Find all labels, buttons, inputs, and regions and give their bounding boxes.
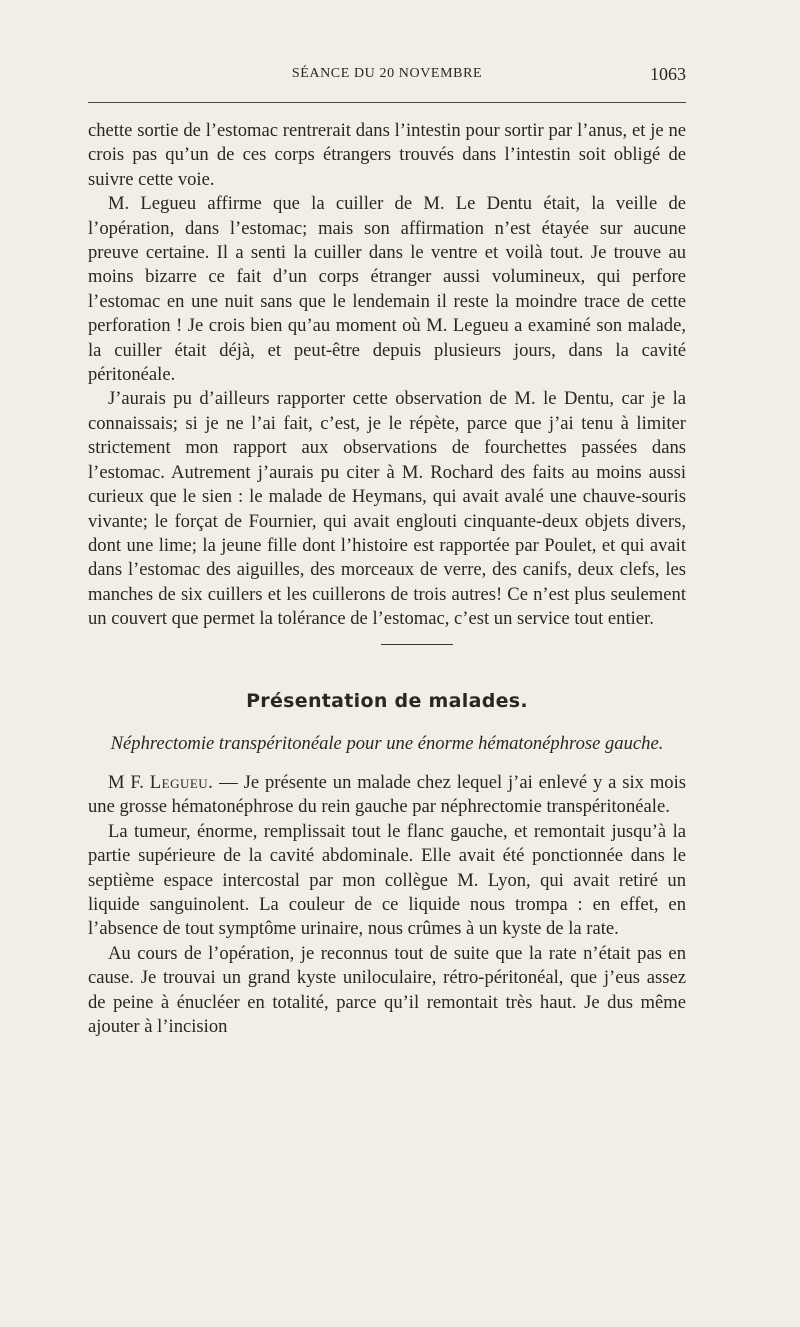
section-heading: Présentation de malades. bbox=[246, 689, 528, 712]
page-header bbox=[88, 64, 686, 86]
running-head: SÉANCE DU 20 NOVEMBRE bbox=[291, 66, 483, 81]
section-subtitle: Néphrectomie transpéritonéale pour une énorme hématonéphrose gauche. bbox=[110, 732, 664, 754]
speaker-prefix: M F. bbox=[108, 771, 150, 793]
paragraph: La tumeur, énorme, remplissait tout le flanc gauche, et remontait jusqu’à la partie supérieure de la cavité abdominale. Elle avait été ponctionnée dans le septième espace intercostal par mon collègue M. Lyon, qui avait retiré un liquide sanguinolent. La couleur de ce liquide nous trompa : en effet, en l’absence de tout symptôme urinaire, nous crûmes à un kyste de la rate. bbox=[88, 820, 686, 940]
body-text bbox=[88, 119, 686, 1039]
paragraph: chette sortie de l’estomac rentrerait dans l’intestin pour sortir par l’anus, et je ne crois pas qu’un de ces corps étrangers trouvés dans l’intestin soit obligé de suivre cette voie. bbox=[88, 120, 686, 190]
page-number: 1063 bbox=[650, 64, 686, 84]
speaker-paragraph bbox=[88, 771, 686, 820]
paragraph: M. Legueu affirme que la cuiller de M. Le Dentu était, la veille de l’opération, dans l’estomac; mais son affirmation n’est étayée sur aucune preuve certaine. Il a senti la cuiller dans le ventre et voilà tout. Je trouve au moins bizarre ce fait d’un corps étranger aussi volumineux, qui perfore l’estomac en une nuit sans que le lendemain il reste la moindre trace de cette perforation ! Je crois bien qu’au moment où M. Legueu a examiné son malade, la cuiller était déjà, et peut-être depuis plusieurs jours, dans la cavité péritonéale. bbox=[88, 193, 686, 386]
paragraph: J’aurais pu d’ailleurs rapporter cette observation de M. le Dentu, car je la connaissais; si je ne l’ai fait, c’est, je le répète, parce que j’ai tenu à limiter strictement mon rapport aux observations de fourchettes passées dans l’estomac. Autrement j’aurais pu citer à M. Rochard des faits au moins aussi curieux que le sien : le malade de Heymans, qui avait avalé une chauve-souris vivante; le forçat de Fournier, qui avait englouti cinquante-deux objets divers, dont une lime; la jeune fille dont l’histoire est rapportée par Poulet, et qui avait dans l’estomac des aiguilles, des morceaux de verre, des canifs, deux clefs, les manches de six cuillers et les cuillerons de trois autres! Ce n’est plus seulement un couvert que permet la tolérance de l’estomac, c’est un service tout entier. bbox=[88, 388, 686, 630]
speaker-text: — Je présente un malade chez lequel j’ai enlevé y a six mois une grosse hématonéphrose du rein gauche par néphrectomie transpéritonéale. bbox=[88, 771, 686, 818]
separator-rule bbox=[381, 644, 453, 645]
speaker-name: Legueu. bbox=[149, 771, 214, 793]
paragraph: Au cours de l’opération, je reconnus tout de suite que la rate n’était pas en cause. Je trouvai un grand kyste uniloculaire, rétro-péritonéal, que j’eus assez de peine à énucléer en totalité, parce qu’il remontait très haut. Je dus même ajouter à l’incision bbox=[88, 942, 686, 1037]
header-rule bbox=[88, 102, 686, 103]
